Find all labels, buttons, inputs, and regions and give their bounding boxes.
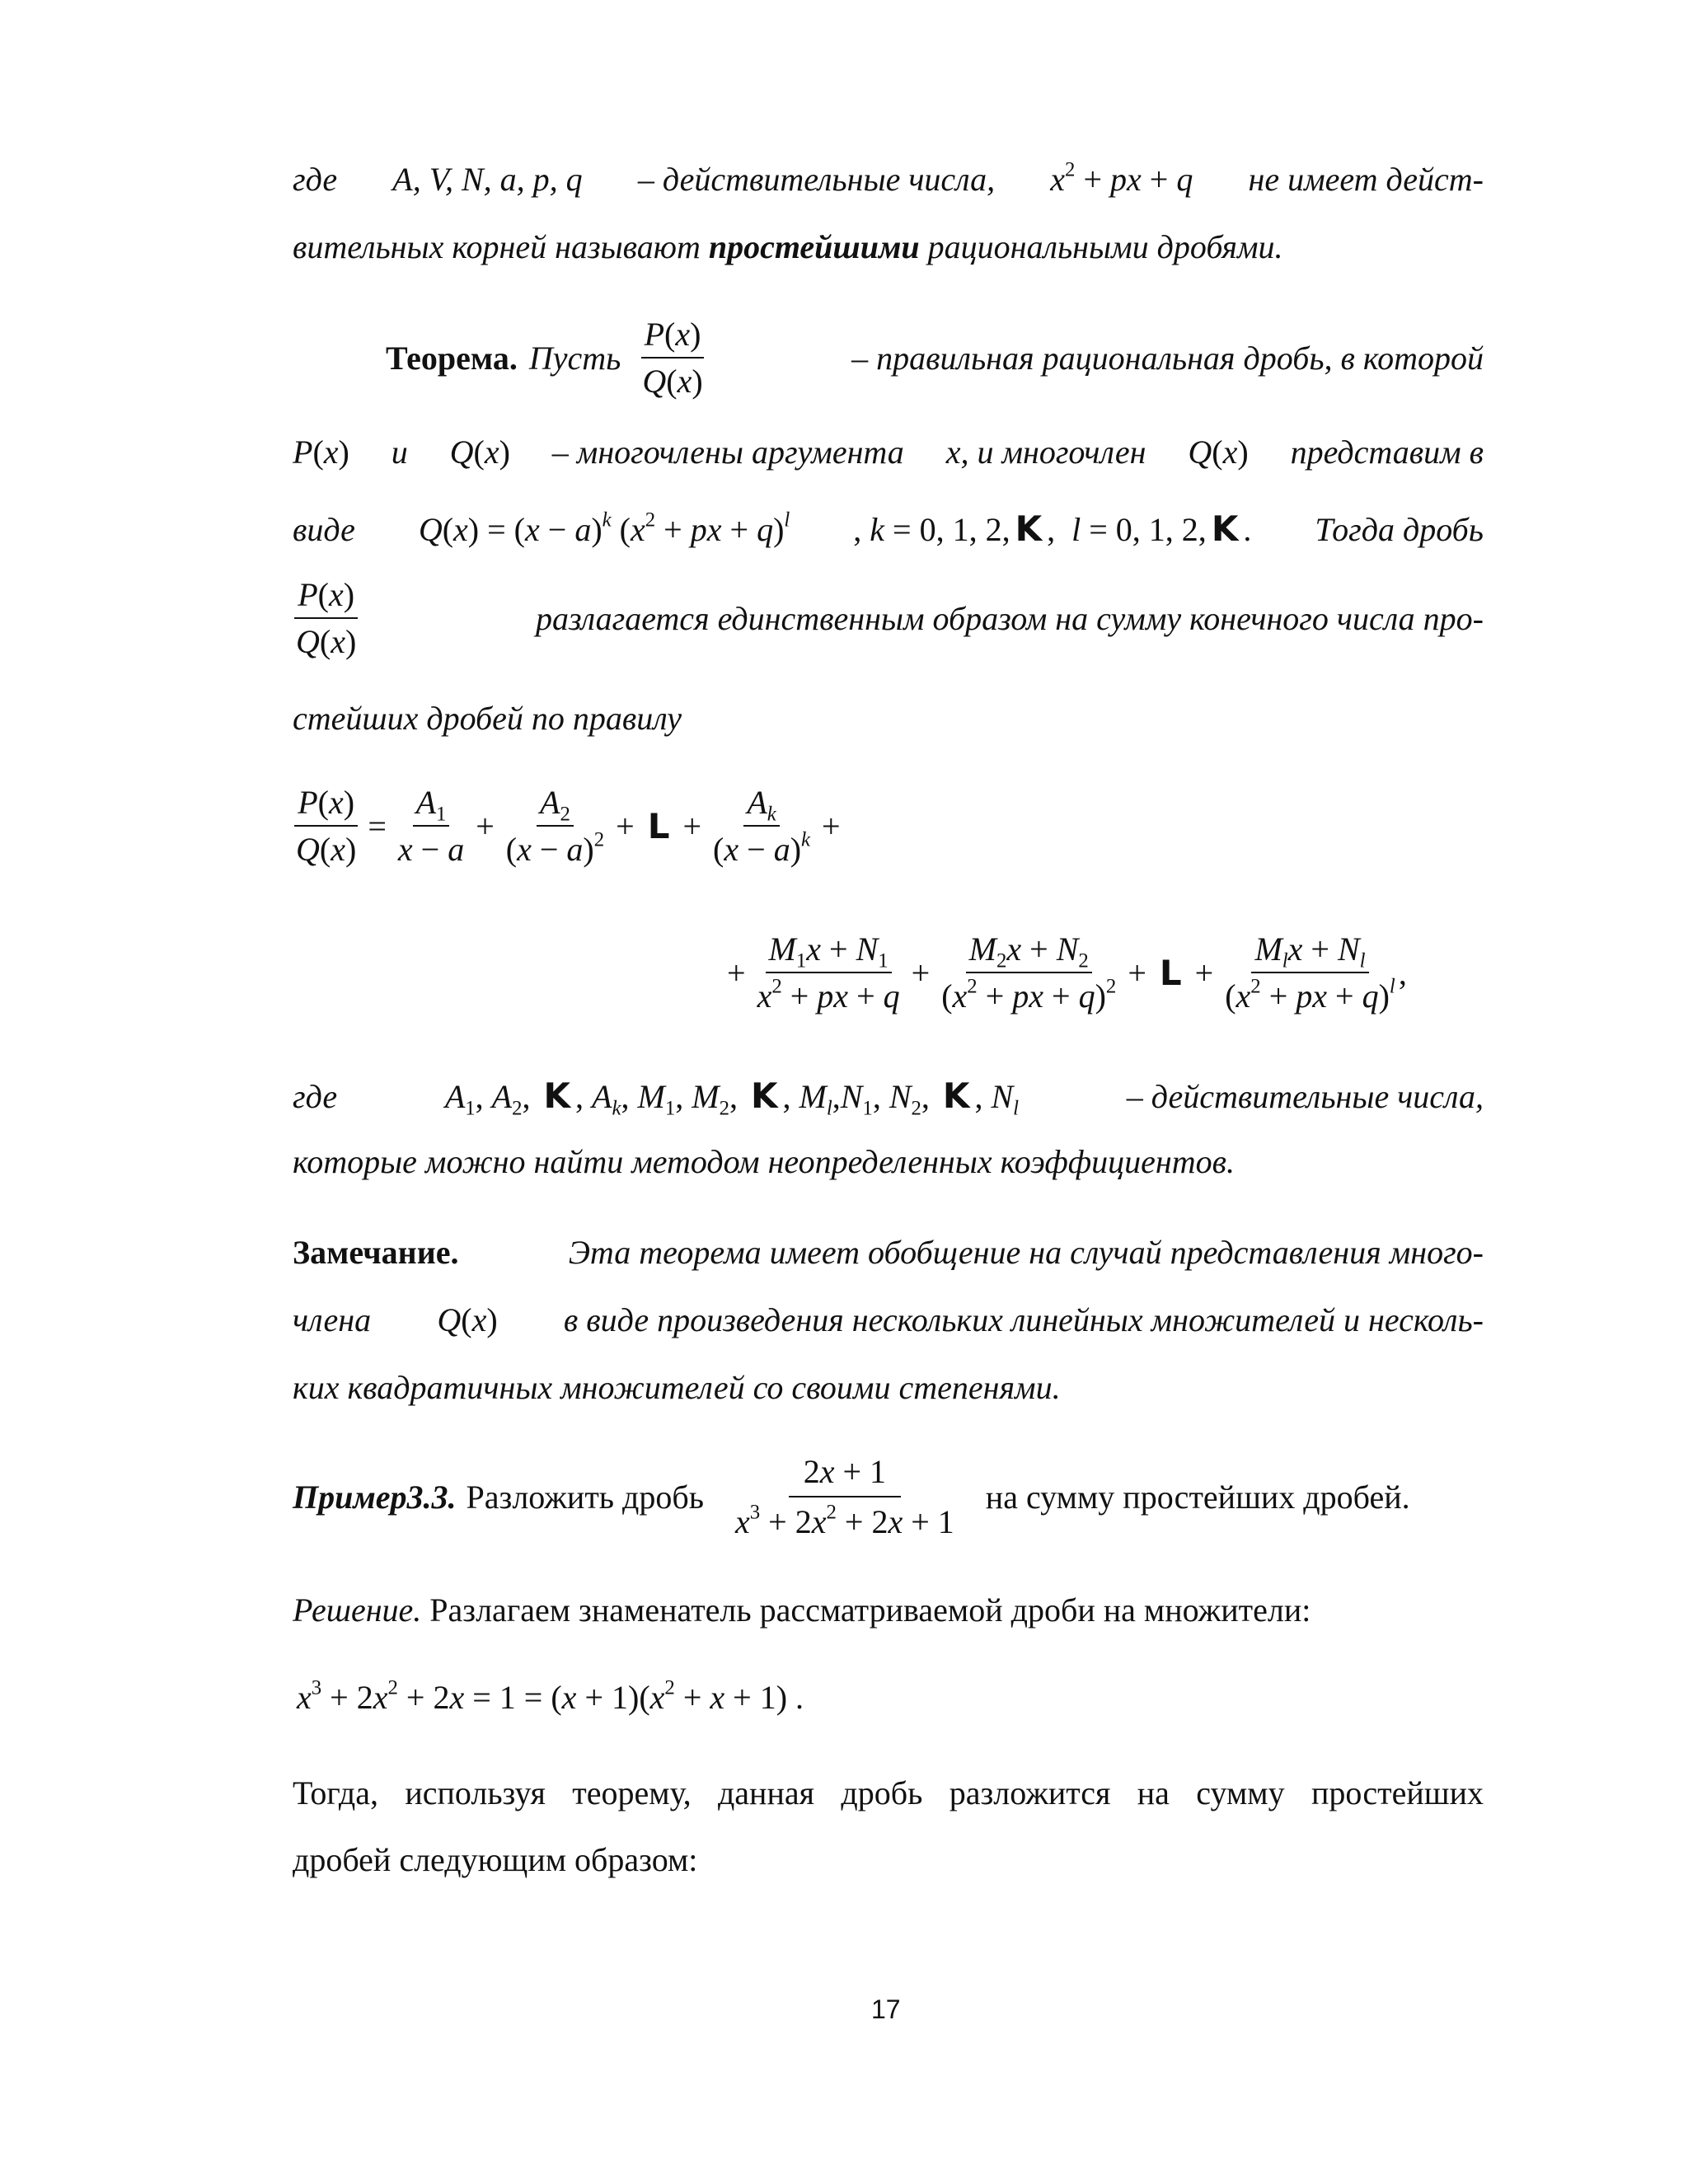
- final-line-2: дробей следующим образом:: [293, 1841, 698, 1878]
- theorem-line-4: $\frac{P(x)}{Q(x)}$ разлагается единственным образом на сумму конечного числа про-: [293, 575, 1484, 661]
- term-simplest: простейшими: [708, 228, 920, 265]
- remark-line-2: члена Q(x) в виде произведения нескольких линейных множителей и несколь-: [293, 1301, 1484, 1338]
- decomposition-formula-line-2: + $\frac{M_1x + N_1}{x^2 + px + q}$ + $\frac{M_2x + N_2}{(x^2 + px + q)^2}$ + L + $\frac{M_lx + N_l}{(x^2 + px + q)^l}$ ,: [727, 930, 1407, 1015]
- quadratic-expression: $x^2$ + px + q: [1050, 158, 1193, 198]
- index-ranges: , k = 0, 1, 2, K , l = 0, 1, 2, K .: [853, 509, 1252, 549]
- coefficients-line: где $A_1$, $A_2$, K , $A_k$, $M_1$, $M_2$, K , $M_l,N_1$, $N_2$, K , $N_l$ – действительные числа,: [293, 1076, 1484, 1120]
- theorem-line-5: стейших дробей по правилу: [293, 700, 682, 737]
- solution-label: Решение.: [293, 1591, 422, 1629]
- text-where: где: [293, 161, 338, 198]
- math-q-of-x-2: Q(x): [1188, 434, 1249, 471]
- text-real-numbers: – действительные числа,: [637, 161, 996, 198]
- paragraph-1-line-1: [293, 160, 1484, 199]
- page-number: 17: [871, 1994, 901, 2024]
- example-label: Пример3.3.: [293, 1478, 457, 1516]
- coefficients-method-line: которые можно найти методом неопределенных коэффициентов.: [293, 1143, 1236, 1180]
- fraction-p-over-q: $\frac{P(x)}{Q(x)}$: [642, 316, 703, 400]
- theorem-line-1: Теорема. Пусть $\frac{P(x)}{Q(x)}$ – правильная рациональная дробь, в которой: [386, 316, 1484, 400]
- theorem-label: Теорема.: [386, 339, 518, 377]
- final-line-1: Тогда, используя теорему, данная дробь разложится на сумму простейших: [293, 1774, 1484, 1811]
- theorem-line-2: P(x) и Q(x) – многочлены аргумента x, и многочлен Q(x) представим в: [293, 434, 1484, 471]
- remark-line-3: ких квадратичных множителей со своими степенями.: [293, 1369, 1061, 1406]
- fraction-p-over-q-2: $\frac{P(x)}{Q(x)}$: [296, 576, 357, 660]
- remark-label: Замечание.: [293, 1234, 459, 1271]
- math-q-of-x-3: Q(x): [437, 1301, 498, 1338]
- paragraph-1-line-2: вительных корней называют простейшими рациональными дробями.: [293, 228, 1283, 265]
- example-3-3: Пример3.3. Разложить дробь $\frac{2x + 1}{x^3 + 2x^2 + 2x + 1}$ на сумму простейших дробей.: [293, 1453, 1410, 1540]
- math-p-of-x: P(x): [293, 434, 349, 471]
- decomposition-formula-line-1: $\frac{P(x)}{Q(x)}$ = $\frac{A_1}{x - a}$ + $\frac{A_2}{(x - a)^2}$ + L + $\frac{A_k}{(x - a)^k}$ +: [296, 784, 841, 868]
- coefficient-list: $A_1$, $A_2$, K , $A_k$, $M_1$, $M_2$, K , $M_l,N_1$, $N_2$, K , $N_l$: [444, 1076, 1020, 1120]
- example-fraction: $\frac{2x + 1}{x^3 + 2x^2 + 2x + 1}$: [735, 1453, 954, 1540]
- remark-line-1: Замечание. Эта теорема имеет обобщение на случай представления много-: [293, 1234, 1484, 1271]
- math-q-of-x: Q(x): [449, 434, 510, 471]
- text-has-no-real: не имеет дейст-: [1248, 161, 1484, 198]
- solution-line: Решение. Разлагаем знаменатель рассматриваемой дроби на множители:: [293, 1591, 1311, 1629]
- factorization-equation: $x^3 + 2x^2 + 2x = 1 = (x + 1)(x^2 + x + 1)$ .: [297, 1676, 804, 1716]
- denominator-factorization: $Q(x) = (x - a)^k$ ($x^2$ + px + q)$^l$: [418, 509, 790, 548]
- theorem-line-3: виде $Q(x) = (x - a)^k$ ($x^2$ + px + q)$^l$ , k = 0, 1, 2, K , l = 0, 1, 2, K . Тогда дробь: [293, 509, 1484, 549]
- variable-list: A, V, N, a, p, q: [392, 161, 583, 198]
